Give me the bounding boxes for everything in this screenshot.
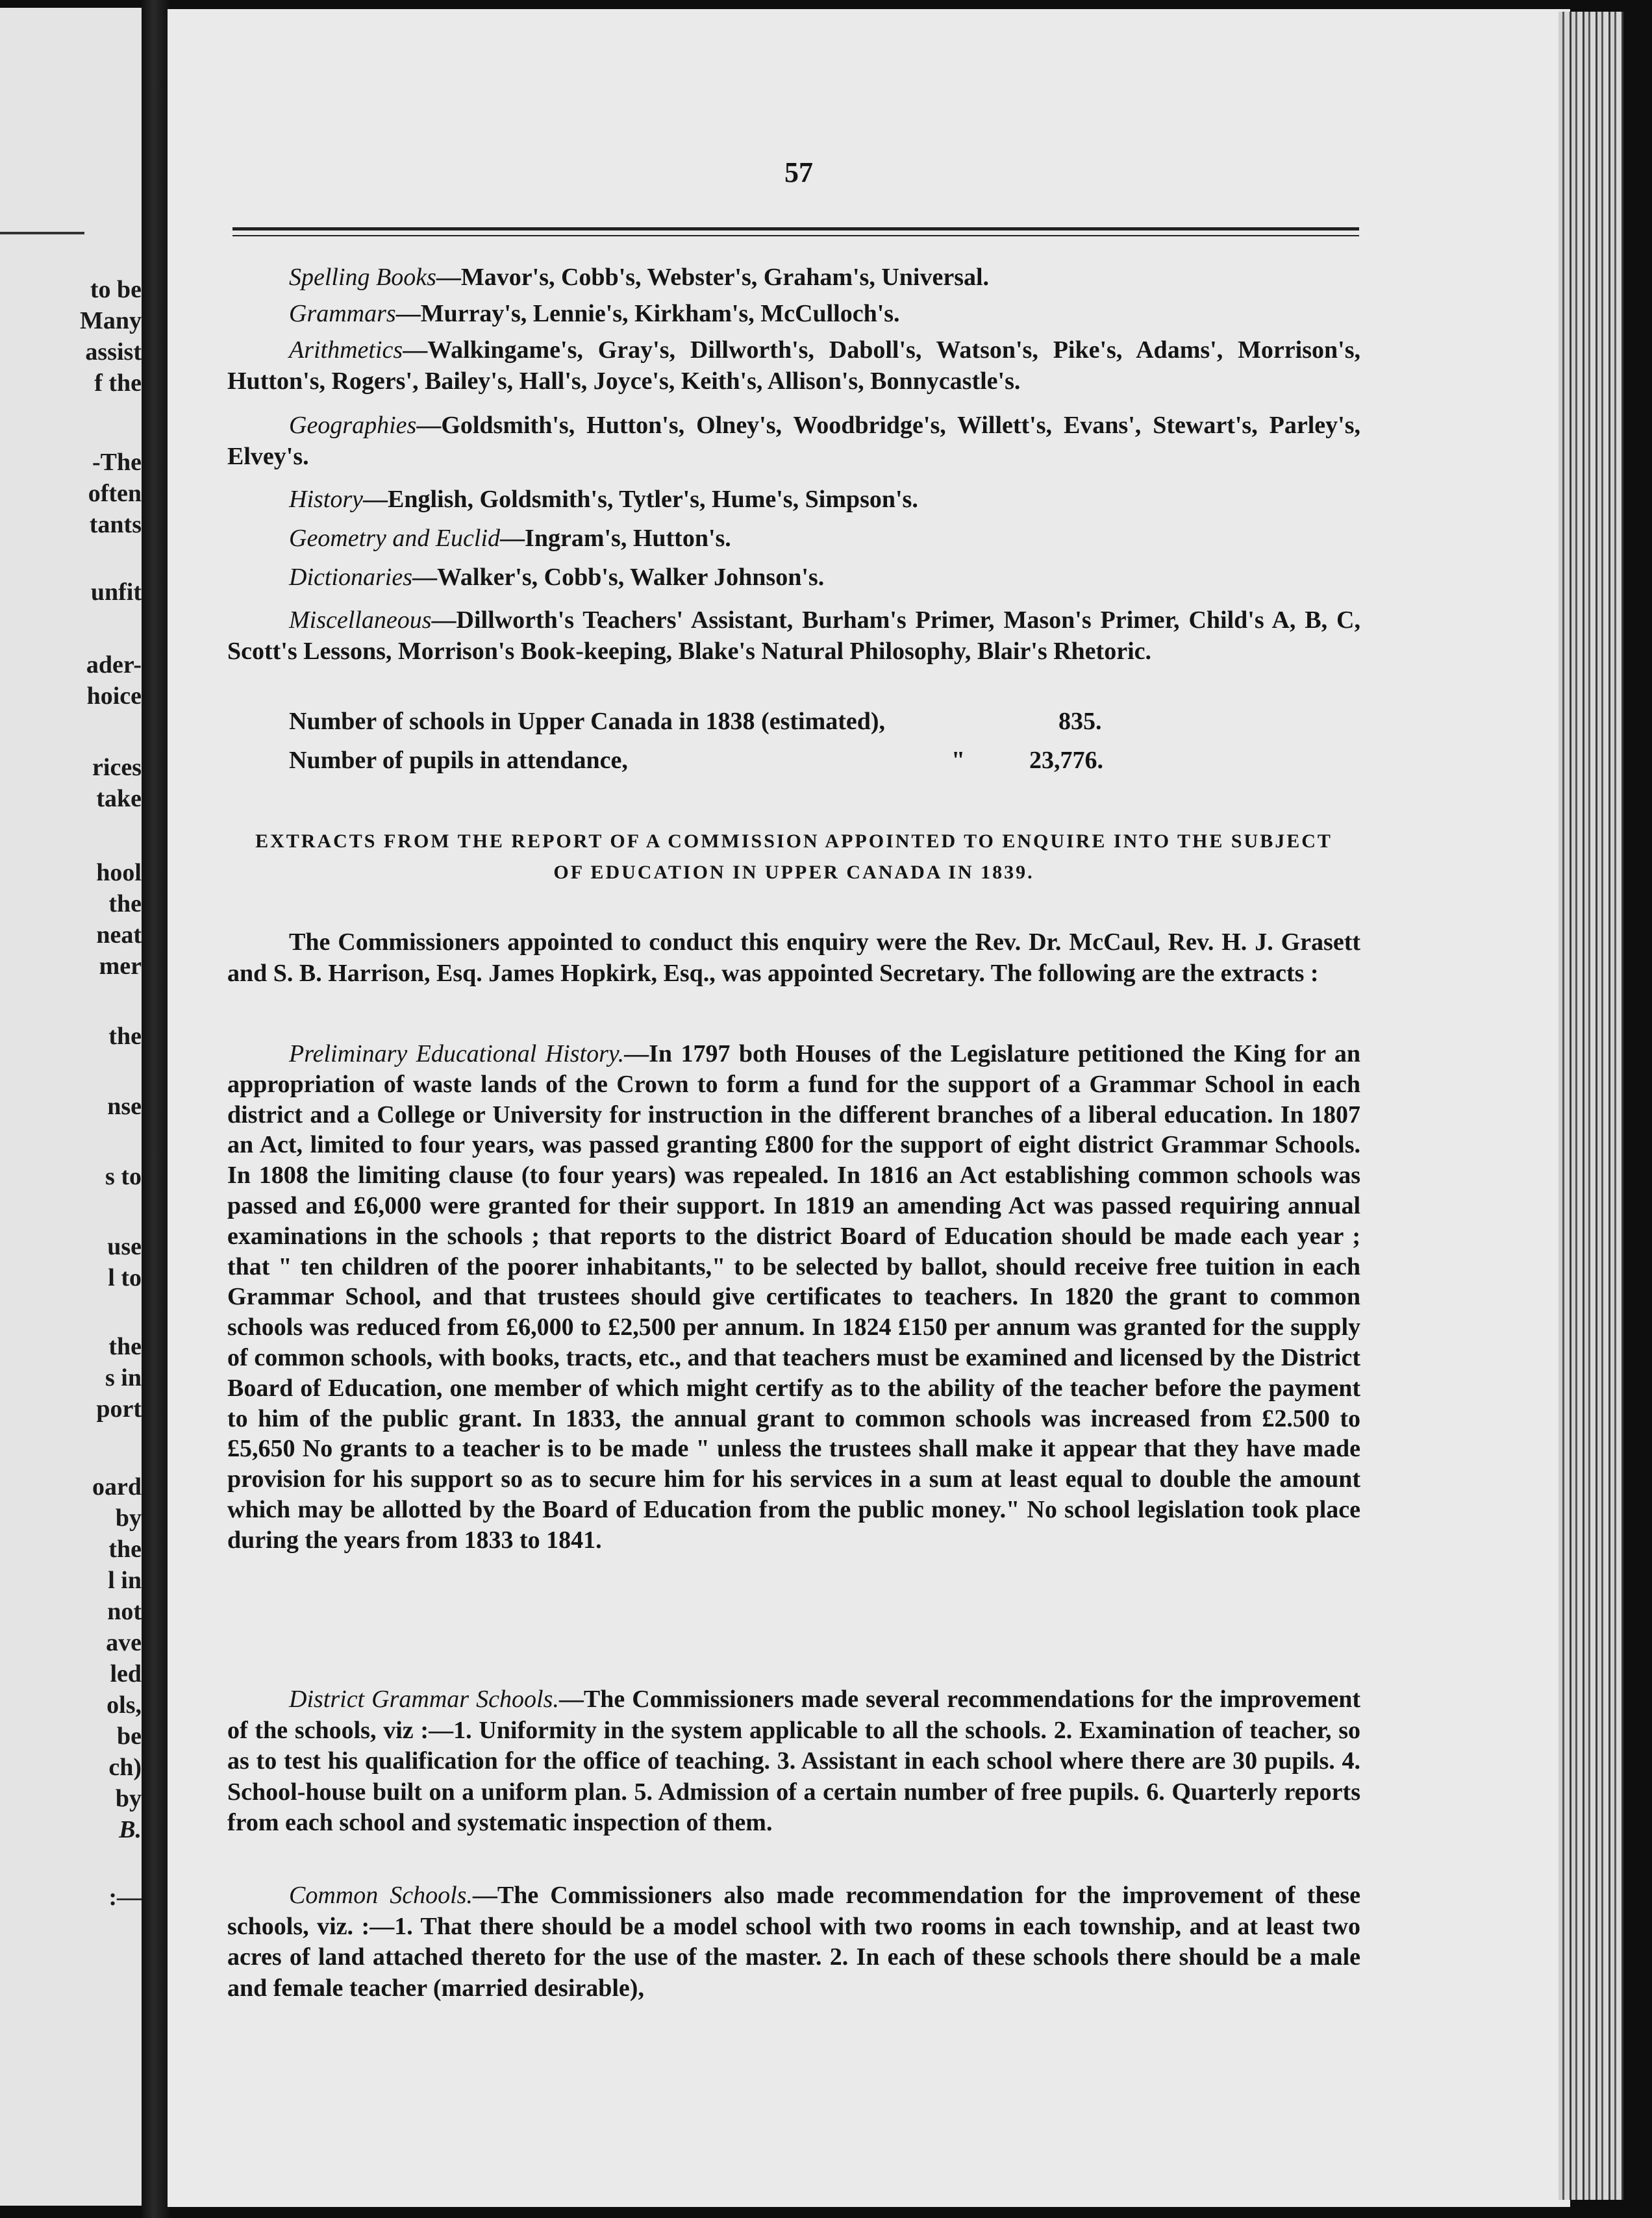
stat-value: 835. <box>1058 708 1102 735</box>
facing-line: ch) <box>108 1754 142 1781</box>
textbook-list: —Ingram's, Hutton's. <box>500 525 731 552</box>
textbook-entry <box>227 562 1360 593</box>
section-heading: EXTRACTS FROM THE REPORT OF A COMMISSION APPOINTED TO ENQUIRE INTO THE SUBJECT <box>255 830 1333 852</box>
facing-line: by <box>115 1785 142 1812</box>
facing-line: mer <box>99 953 142 980</box>
intro-paragraph: The Commissioners appointed to conduct this enquiry were the Rev. Dr. McCaul, Rev. H. J. Grasett and S. B. Harrison, Esq. James Hopkirk, Esq., was appointed Secretary. The following are the extracts : <box>227 928 1360 987</box>
facing-line: assist <box>85 338 142 366</box>
facing-line: ave <box>106 1629 142 1656</box>
facing-line: by <box>115 1504 142 1532</box>
textbook-category: History <box>289 486 363 513</box>
facing-line: neat <box>96 921 142 949</box>
textbook-entry <box>227 335 1360 397</box>
textbook-entry <box>227 605 1360 667</box>
textbook-list: —Walkingame's, Gray's, Dillworth's, Daboll's, Watson's, Pike's, Adams', Morrison's, Hutton's, Rogers', Bailey's, Hall's, Joyce's, Keith's, Allison's, Bonnycastle's. <box>227 336 1360 395</box>
facing-line: led <box>110 1660 142 1688</box>
facing-line: hoice <box>86 682 142 710</box>
textbook-list: —Walker's, Cobb's, Walker Johnson's. <box>412 564 825 591</box>
textbook-category: Miscellaneous <box>289 606 432 634</box>
textbook-category: Geographies <box>289 412 417 439</box>
history-paragraph <box>227 1039 1360 1556</box>
paragraph-lead: District Grammar Schools. <box>289 1686 559 1713</box>
textbook-category: Spelling Books <box>289 264 436 291</box>
facing-line: f the <box>94 369 142 397</box>
textbook-list: —Mavor's, Cobb's, Webster's, Graham's, Universal. <box>436 264 990 291</box>
facing-line: B. <box>119 1816 142 1843</box>
grammar-schools-paragraph <box>227 1684 1360 1839</box>
textbook-entry <box>227 262 1360 293</box>
facing-line: :— <box>108 1884 142 1911</box>
textbook-category: Dictionaries <box>289 564 412 591</box>
facing-line: -The <box>92 449 142 476</box>
paragraph-lead: Preliminary Educational History. <box>289 1040 625 1067</box>
facing-line: s to <box>105 1163 142 1190</box>
facing-line: use <box>107 1233 142 1260</box>
facing-line: port <box>96 1395 142 1423</box>
textbook-list: —Goldsmith's, Hutton's, Olney's, Woodbridge's, Willett's, Evans', Stewart's, Parley's, Elvey's. <box>227 412 1360 470</box>
facing-line: hool <box>96 859 142 886</box>
textbook-category: Arithmetics <box>289 336 403 364</box>
textbook-entry <box>227 484 1360 516</box>
stat-label: Number of schools in Upper Canada in 1838 (estimated), <box>289 708 886 735</box>
paragraph-body: —The Commissioners also made recommendation for the improvement of these schools, viz. :—1. That there should be a model school with two rooms in each township, and at least two acres of land attached thereto for the use of the master. 2. In each of these schools there should be a male and female teacher (married desirable), <box>227 1882 1360 2002</box>
facing-line: l in <box>108 1567 142 1594</box>
facing-line: the <box>108 1333 142 1360</box>
common-schools-paragraph <box>227 1880 1360 2004</box>
page-edges <box>1558 12 1623 2200</box>
facing-line: ols, <box>106 1691 142 1719</box>
facing-line: the <box>108 890 142 917</box>
facing-page-fragment <box>0 8 148 2206</box>
stat-ditto: " <box>951 747 966 774</box>
facing-line: nse <box>107 1093 142 1120</box>
stat-value: 23,776. <box>1029 747 1103 774</box>
section-heading: OF EDUCATION IN UPPER CANADA IN 1839. <box>553 862 1034 883</box>
paragraph-lead: Common Schools. <box>289 1882 473 1909</box>
facing-line: tants <box>89 511 142 538</box>
header-rule <box>232 227 1359 231</box>
facing-line: rices <box>92 754 142 781</box>
facing-line: the <box>108 1536 142 1563</box>
textbook-list: —Murray's, Lennie's, Kirkham's, McCulloch's. <box>395 300 900 327</box>
page-number: 57 <box>784 156 813 188</box>
stat-label: Number of pupils in attendance, <box>289 747 628 774</box>
facing-line: to be <box>90 276 142 303</box>
facing-line: be <box>117 1723 142 1750</box>
facing-page-rule <box>0 232 84 234</box>
facing-line: often <box>88 480 142 507</box>
facing-line: oard <box>92 1473 142 1501</box>
facing-line: take <box>96 785 142 812</box>
textbook-list: —Dillworth's Teachers' Assistant, Burham's Primer, Mason's Primer, Child's A, B, C, Scott's Lessons, Morrison's Book-keeping, Blake's Natural Philosophy, Blair's Rhetoric. <box>227 606 1360 665</box>
textbook-entry <box>227 410 1360 472</box>
facing-line: ader- <box>86 651 142 679</box>
facing-line: Many <box>80 307 142 334</box>
paragraph-body: —The Commissioners made several recommendations for the improvement of the schools, viz :—1. Uniformity in the system applicable to all the schools. 2. Examination of teacher, so as to test his qualification for the office of teaching. 3. Assistant in each school where there are 30 pupils. 4. School-house built on a uniform plan. 5. Admission of a certain number of free pupils. 6. Quarterly reports from each school and systematic inspection of them. <box>227 1686 1361 1836</box>
header-rule <box>232 235 1359 236</box>
facing-line: the <box>108 1023 142 1050</box>
textbook-category: Grammars <box>289 300 396 327</box>
facing-line: l to <box>108 1264 142 1291</box>
textbook-entry <box>227 299 1360 330</box>
textbook-entry <box>227 523 1360 554</box>
facing-line: unfit <box>90 579 142 606</box>
textbook-category: Geometry and Euclid <box>289 525 501 552</box>
facing-line: not <box>107 1598 142 1625</box>
textbook-list: —English, Goldsmith's, Tytler's, Hume's, Simpson's. <box>363 486 918 513</box>
facing-line: s in <box>105 1364 142 1391</box>
paragraph-body: —In 1797 both Houses of the Legislature petitioned the King for an appropriation of waste lands of the Crown to form a fund for the support of a Grammar School in each district and a College or University for instruction in the different branches of a liberal education. In 1807 an Act, limited to four years, was passed granting £800 for the support of eight district Grammar Schools. In 1808 the limiting clause (to four years) was repealed. In 1816 an Act establishing common schools was passed and £6,000 were granted for their support. In 1819 an amending Act was passed requiring annual examinations in the schools ; that reports to the district Board of Education should be made each year ; that " ten children of the poorer inhabitants," to be selected by ballot, should receive free tuition in each Grammar School, and that trustees should give certificates to teachers. In 1820 the grant to common schools was reduced from £6,000 to £2,500 per annum. In 1824 £150 per annum was granted for the supply of common schools, with books, tracts, etc., and that teachers must be examined and licensed by the District Board of Education, one member of which might certify as to the ability of the teacher before the payment to him of the public grant. In 1833, the annual grant to common schools was increased from £2.500 to £5,650 No grants to a teacher is to be made " unless the trustees shall make it appear that they have made provision for his support so as to secure him for his services in a sum at least equal to double the amount which may be allotted by the Board of Education from the public money." No school legislation took place during the years from 1833 to 1841. <box>227 1040 1360 1554</box>
